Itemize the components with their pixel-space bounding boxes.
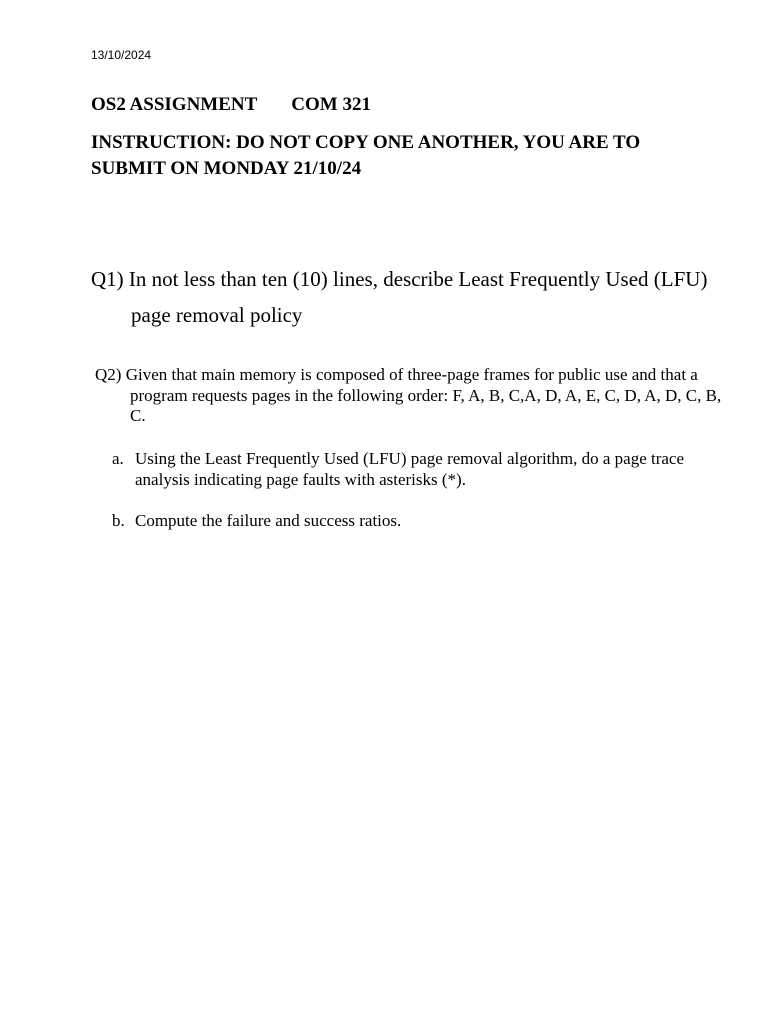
question-1: Q1) In not less than ten (10) lines, describe Least Frequently Used (LFU) page removal policy xyxy=(91,267,708,327)
list-marker: b. xyxy=(112,511,125,530)
instruction-text: INSTRUCTION: DO NOT COPY ONE ANOTHER, YOU ARE TO SUBMIT ON MONDAY 21/10/24 xyxy=(91,132,641,179)
document-title xyxy=(91,94,371,116)
list-item-text: Using the Least Frequently Used (LFU) page removal algorithm, do a page trace analysis indicating page faults with asterisks (*). xyxy=(135,449,685,489)
document-date: 13/10/2024 xyxy=(91,48,152,62)
question-2: Q2) Given that main memory is composed of three-page frames for public use and that a program requests pages in the following order: F, A, B, C,A, D, A, E, C, D, A, D, C, B, C. xyxy=(95,365,722,425)
list-item-text: Compute the failure and success ratios. xyxy=(135,511,402,530)
course-code: COM 321 xyxy=(291,94,371,115)
list-marker: a. xyxy=(112,449,124,468)
question-2-part-a xyxy=(112,449,692,490)
question-2-part-b xyxy=(112,511,692,532)
assignment-title: OS2 ASSIGNMENT xyxy=(91,94,258,115)
